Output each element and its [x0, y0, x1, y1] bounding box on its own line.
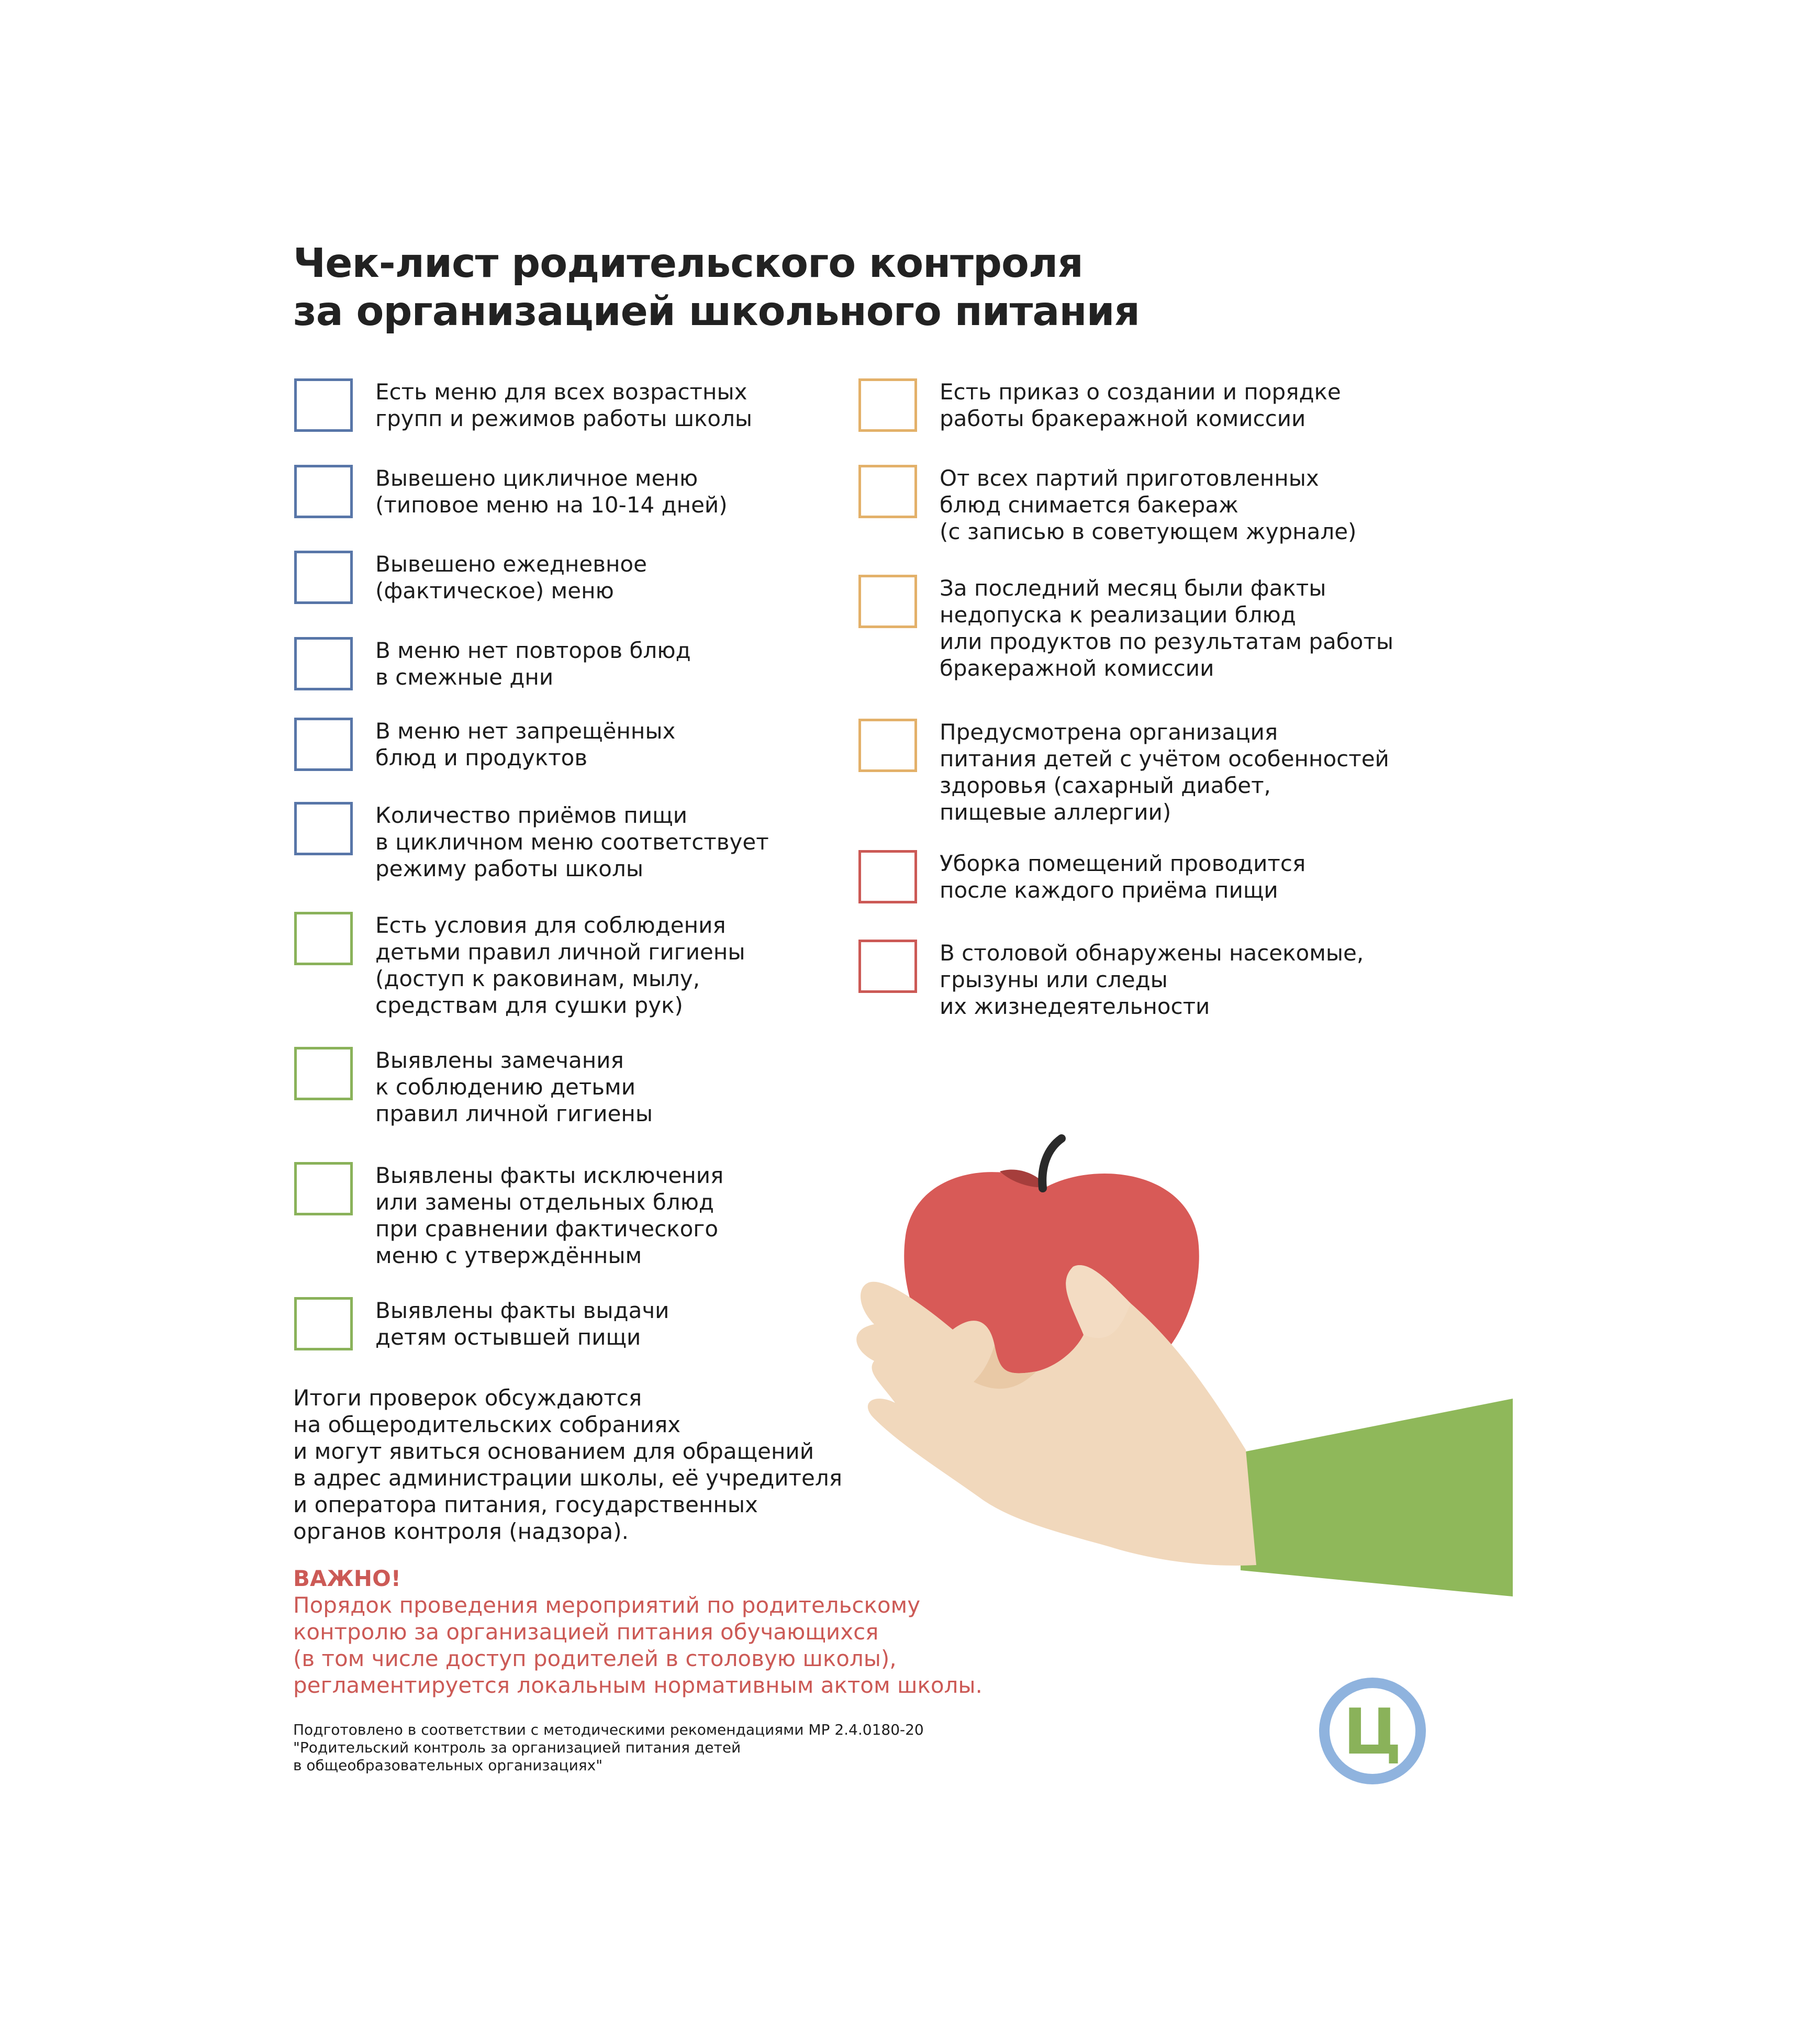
checkbox[interactable]: [294, 637, 353, 690]
checkbox[interactable]: [294, 551, 353, 604]
checkbox[interactable]: [294, 378, 353, 432]
checklist-item-text: [940, 850, 1305, 903]
checklist-item-line: (фактическое) меню: [375, 578, 614, 604]
checklist-item-line: Количество приёмов пищи: [375, 802, 688, 828]
checklist-item-text: [375, 551, 647, 604]
checklist-item-line: детям остывшей пищи: [375, 1324, 641, 1350]
summary-line: органов контроля (надзора).: [293, 1518, 629, 1544]
checkbox[interactable]: [858, 575, 917, 628]
logo-letter: Ц: [1343, 1696, 1402, 1769]
checkbox[interactable]: [858, 850, 917, 903]
checklist-item-line: (доступ к раковинам, мылу,: [375, 966, 700, 991]
checklist-item-line: питания детей с учётом особенностей: [940, 746, 1389, 772]
checklist-item-line: (типовое меню на 10-14 дней): [375, 492, 728, 518]
checkbox[interactable]: [294, 465, 353, 518]
checklist-item-line: при сравнении фактического: [375, 1216, 719, 1242]
checklist-item-line: пищевые аллергии): [940, 799, 1171, 825]
checklist-item-line: меню с утверждённым: [375, 1243, 642, 1268]
checkbox[interactable]: [294, 1047, 353, 1100]
checklist-item-text: [375, 1162, 723, 1269]
checklist-item-line: после каждого приёма пищи: [940, 877, 1278, 903]
checklist-item-line: От всех партий приготовленных: [940, 465, 1319, 491]
checkbox[interactable]: [858, 940, 917, 993]
checkbox[interactable]: [294, 1162, 353, 1215]
important-line: (в том числе доступ родителей в столовую школы),: [293, 1646, 897, 1671]
checklist-item-line: Есть меню для всех возрастных: [375, 379, 747, 405]
checklist-item-text: [375, 912, 745, 1019]
checkbox[interactable]: [294, 802, 353, 855]
checklist-item-line: правил личной гигиены: [375, 1101, 653, 1126]
checklist-item-line: В меню нет запрещённых: [375, 718, 676, 744]
checklist-item-line: бракеражной комиссии: [940, 655, 1214, 681]
summary-line: и могут явиться основанием для обращений: [293, 1438, 814, 1464]
checkbox[interactable]: [294, 912, 353, 965]
checklist-item-line: недопуска к реализации блюд: [940, 602, 1296, 628]
checklist-item-line: здоровья (сахарный диабет,: [940, 773, 1271, 798]
checklist-item-line: Есть приказ о создании и порядке: [940, 379, 1341, 405]
checklist-item-line: В столовой обнаружены насекомые,: [940, 940, 1364, 966]
footnote-line: "Родительский контроль за организацией питания детей: [293, 1739, 741, 1756]
checklist-item-text: [940, 719, 1389, 825]
checklist-item-text: [940, 465, 1356, 545]
checklist-item-line: средствам для сушки рук): [375, 992, 683, 1018]
checklist-item-line: Выявлены факты исключения: [375, 1163, 724, 1188]
checklist-item-text: [375, 1047, 653, 1127]
checklist-item-line: групп и режимов работы школы: [375, 406, 753, 431]
checklist-item-line: В меню нет повторов блюд: [375, 638, 691, 663]
checklist-item-line: За последний месяц были факты: [940, 575, 1326, 601]
checklist-item-line: Выявлены факты выдачи: [375, 1298, 669, 1323]
checklist-item-text: [375, 465, 728, 518]
checklist-item-line: (с записью в советующем журнале): [940, 519, 1357, 544]
checklist-item-line: Выявлены замечания: [375, 1047, 624, 1073]
summary-line: на общеродительских собраниях: [293, 1412, 681, 1437]
checklist-item-line: детьми правил личной гигиены: [375, 939, 745, 965]
summary-line: Итоги проверок обсуждаются: [293, 1385, 642, 1411]
checklist-item-line: или продуктов по результатам работы: [940, 629, 1393, 654]
summary-line: и оператора питания, государственных: [293, 1492, 758, 1517]
checklist-item-line: Уборка помещений проводится: [940, 851, 1306, 876]
checklist-item-line: Вывешено цикличное меню: [375, 465, 698, 491]
footnote-line: Подготовлено в соответствии с методическими рекомендациями МР 2.4.0180-20: [293, 1721, 924, 1738]
checklist-item-text: [375, 637, 691, 690]
checkbox[interactable]: [858, 378, 917, 432]
summary-line: в адрес администрации школы, её учредителя: [293, 1465, 842, 1491]
important-line: контролю за организацией питания обучающихся: [293, 1619, 879, 1645]
checklist-item-text: [375, 378, 752, 432]
checklist-item-line: блюд и продуктов: [375, 745, 588, 770]
checklist-item-text: [375, 718, 675, 771]
checklist-item-text: [940, 378, 1341, 432]
checklist-item-line: к соблюдению детьми: [375, 1074, 636, 1100]
checklist-item-line: Предусмотрена организация: [940, 719, 1278, 745]
page-title-line: Чек-лист родительского контроля: [293, 240, 1083, 287]
checklist-item-line: Есть условия для соблюдения: [375, 912, 726, 938]
apple-in-hand-icon: [838, 1110, 1513, 1607]
checklist-item-line: в цикличном меню соответствует: [375, 829, 769, 855]
checkbox[interactable]: [294, 718, 353, 771]
checklist-item-text: [375, 802, 769, 882]
page-title: [293, 240, 1140, 336]
checklist-item-line: или замены отдельных блюд: [375, 1189, 714, 1215]
page-title-line: за организацией школьного питания: [293, 288, 1140, 335]
checklist-item-line: работы бракеражной комиссии: [940, 406, 1306, 431]
apple-stem: [1042, 1138, 1062, 1188]
checklist-item-line: режиму работы школы: [375, 856, 643, 881]
checkbox[interactable]: [858, 465, 917, 518]
checklist-item-text: [940, 940, 1364, 1020]
checkbox[interactable]: [294, 1297, 353, 1350]
checklist-item-text: [940, 575, 1393, 682]
checklist-item-line: их жизнедеятельности: [940, 993, 1210, 1019]
sleeve-shape: [1241, 1399, 1513, 1596]
summary-paragraph: [293, 1384, 842, 1545]
checkbox[interactable]: [858, 719, 917, 772]
checklist-item-line: Вывешено ежедневное: [375, 551, 647, 577]
logo-icon: [1316, 1675, 1429, 1788]
footnote: [293, 1721, 924, 1774]
checklist-item-line: грызуны или следы: [940, 967, 1168, 992]
checklist-item-line: в смежные дни: [375, 664, 554, 690]
checklist-item-line: блюд снимается бакераж: [940, 492, 1238, 518]
important-line: регламентируется локальным нормативным актом школы.: [293, 1672, 983, 1698]
important-heading: ВАЖНО!: [293, 1566, 401, 1591]
important-line: Порядок проведения мероприятий по родительскому: [293, 1592, 921, 1618]
footnote-line: в общеобразовательных организациях": [293, 1757, 603, 1774]
checklist-item-text: [375, 1297, 669, 1350]
